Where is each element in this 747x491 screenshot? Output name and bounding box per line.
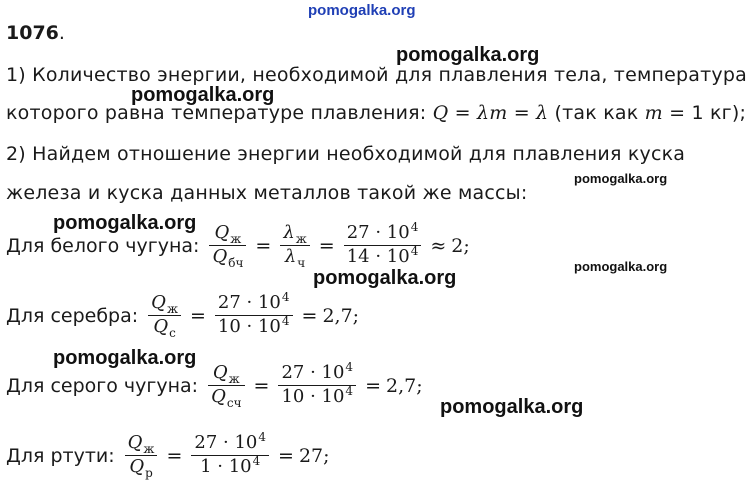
watermark-top: pomogalka.org bbox=[308, 2, 416, 19]
watermark: pomogalka.org bbox=[574, 171, 668, 186]
ratio-row-white-cast-iron: Для белого чугуна: $\frac{Q_ж}{Q_{бч}}$ = $\frac{\lambda_ж}{\lambda_ч}$ = $\frac{27 \cdot 10^4}{14 \cdot 10^4}$ ≈ 2; bbox=[6, 220, 470, 271]
row-label: Для серебра: bbox=[6, 304, 139, 327]
row-label: Для серого чугуна: bbox=[6, 374, 199, 397]
fraction-values: $\frac{27 \cdot 10^4}{10 \cdot 10^4}$ bbox=[215, 292, 293, 339]
paragraph-1-line-1: 1) Количество энергии, необходимой для плавления тела, температура bbox=[6, 64, 747, 86]
energy-formula: Q = λm = λ bbox=[432, 102, 549, 124]
problem-number: 1076. bbox=[6, 22, 65, 44]
watermark: pomogalka.org bbox=[574, 259, 668, 274]
fraction-values: $\frac{27 \cdot 10^4}{1 \cdot 10^4}$ bbox=[191, 432, 269, 479]
fraction-lambda: $\frac{\lambda_ж}{\lambda_ч}$ bbox=[280, 222, 309, 269]
row-result: 27; bbox=[298, 444, 330, 467]
row-label: Для ртути: bbox=[6, 444, 115, 467]
fraction-values: $\frac{27 \cdot 10^4}{14 \cdot 10^4}$ bbox=[344, 222, 422, 269]
fraction-q: $\frac{Q_ж}{Q_р}$ bbox=[125, 432, 158, 479]
watermark: pomogalka.org bbox=[53, 212, 197, 234]
paragraph-2-line-2: железа и куска данных металлов такой же массы: bbox=[6, 182, 528, 204]
paragraph-1-line-2: которого равна температуре плавления: Q = λm = λ (так как m = 1 кг); bbox=[6, 102, 747, 124]
watermark: pomogalka.org bbox=[396, 44, 540, 66]
row-result: 2,7; bbox=[385, 374, 423, 397]
row-result: 2,7; bbox=[322, 304, 360, 327]
fraction-q: $\frac{Q_ж}{Q_{бч}}$ bbox=[209, 222, 246, 269]
row-result: 2; bbox=[451, 234, 470, 257]
watermark: pomogalka.org bbox=[313, 267, 457, 289]
ratio-row-mercury: Для ртути: $\frac{Q_ж}{Q_р}$ = $\frac{27 \cdot 10^4}{1 \cdot 10^4}$ = 27; bbox=[6, 430, 330, 481]
fraction-q: $\frac{Q_ж}{Q_с}$ bbox=[148, 292, 181, 339]
row-label: Для белого чугуна: bbox=[6, 234, 200, 257]
watermark: pomogalka.org bbox=[53, 347, 197, 369]
ratio-row-silver: Для серебра: $\frac{Q_ж}{Q_с}$ = $\frac{27 \cdot 10^4}{10 \cdot 10^4}$ = 2,7; bbox=[6, 290, 360, 341]
watermark: pomogalka.org bbox=[440, 396, 584, 418]
paragraph-2-line-1: 2) Найдем отношение энергии необходимой для плавления куска bbox=[6, 143, 686, 165]
fraction-q: $\frac{Q_ж}{Q_{сч}}$ bbox=[208, 362, 244, 409]
ratio-row-grey-cast-iron: Для серого чугуна: $\frac{Q_ж}{Q_{сч}}$ = $\frac{27 \cdot 10^4}{10 \cdot 10^4}$ = 2,7; bbox=[6, 360, 423, 411]
watermark: pomogalka.org bbox=[131, 84, 275, 106]
fraction-values: $\frac{27 \cdot 10^4}{10 \cdot 10^4}$ bbox=[278, 362, 356, 409]
